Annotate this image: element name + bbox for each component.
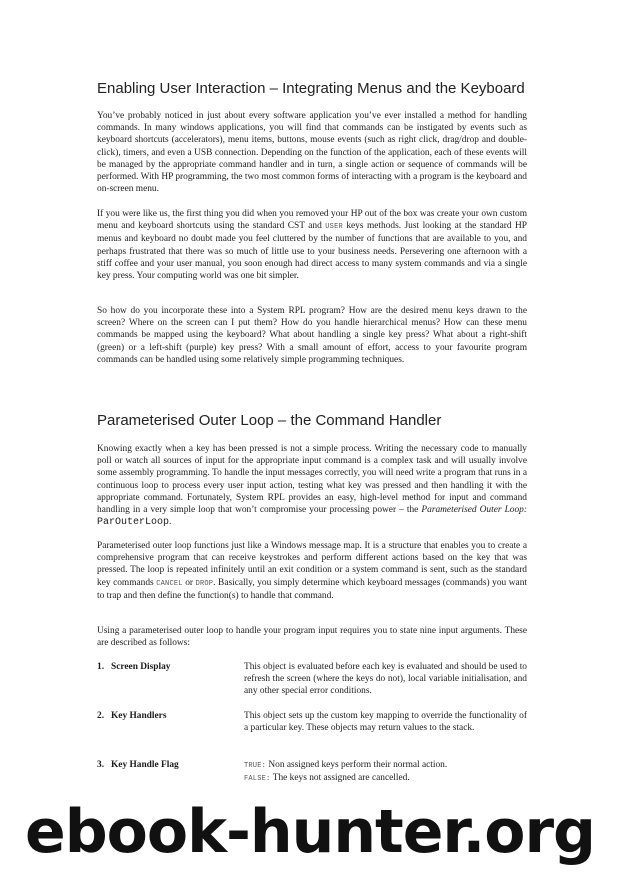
argument-name: Key Handle Flag [111, 760, 179, 770]
argument-number: 3. [97, 760, 105, 770]
paragraph-nine-arguments: Using a parameterised outer loop to handle your program input requires you to state nine input arguments. These are described as follows: [97, 626, 527, 649]
cancel-key-label: CANCEL [156, 579, 183, 588]
emphasis-term: Parameterised Outer Loop: [421, 505, 527, 516]
code-parouterloop: ParOuterLoop [97, 517, 170, 529]
section-heading-outer-loop: Parameterised Outer Loop – the Command Handler [97, 412, 442, 429]
argument-description: This object is evaluated before each key is evaluated and should be used to refresh the screen (where the keys do not), local variable initialisation, and any other special error conditions. [244, 662, 527, 697]
argument-description: This object sets up the custom key mapping to override the functionality of a particular key. These objects may return values to the stack. [244, 711, 527, 734]
paragraph-text: If you were like us, the first thing you did when you removed your HP out of the box was create your own custom menu and keyboard shortcuts using the standard CST and [97, 209, 527, 232]
paragraph-text: Knowing exactly when a key has been pressed is not a simple process. Writing the necessary code to manually poll or watch all sources of input for the appropriate input command is a complex task and will usually involve some assembly programming. To handle the input messages correctly, you will need write a program that runs in a continuous loop to process every user input action, testing what key was pressed and then handling it with the appropriate command. Fortunately, System RPL provides an easy, high-level method for input and command handling in a very simple loop that won’t compromise your processing power – the [97, 444, 527, 516]
drop-key-label: DROP [195, 579, 214, 588]
argument-name: Key Handlers [111, 711, 167, 721]
section-heading-user-interaction: Enabling User Interaction – Integrating Menus and the Keyboard [97, 80, 525, 97]
paragraph-message-map [97, 540, 527, 602]
paragraph-text: keys methods. Just looking at the standard HP menus and keyboard no doubt made you feel cluttered by the number of functions that are available to you, and perhaps frustrated that there was so much of little use to your business needs. Persevering one afternoon with a stiff coffee and your user manual, you soon enough had direct access to many system commands and via a single key press. Your computing world was one bit simpler. [97, 221, 527, 282]
paragraph-custom-menu [97, 208, 527, 282]
paragraph-text: Parameterised outer loop functions just like a Windows message map. It is a structure that enables you to create a comprehensive program that can receive keystrokes and perform different actions based on the key that was pressed. The loop is repeated infinitely until an exit condition or a system command is sent, such as the standard key commands [97, 541, 527, 588]
false-flag-description: The keys not assigned are cancelled. [272, 773, 410, 784]
paragraph-questions: So how do you incorporate these into a System RPL program? How are the desired menu keys drawn to the screen? Where on the screen can I put them? How do you handle hierarchical menus? How can these menu commands be mapped using the keyboard? What about handling a single key press? What about a right-shift (green) or a left-shift (purple) key press? With a small amount of effort, access to your favourite program commands can be handled using some relatively simple programming techniques. [97, 306, 527, 365]
argument-description [244, 759, 527, 785]
argument-number: 2. [97, 711, 105, 721]
user-key-label: USER [325, 223, 343, 232]
true-flag-label: TRUE: [244, 762, 267, 770]
true-flag-description: Non assigned keys perform their normal action. [268, 760, 448, 770]
argument-number: 1. [97, 662, 105, 672]
paragraph-intro: You’ve probably noticed in just about every software application you’ve ever installed a method for handling commands. In many windows applications, you will find that commands can be instigated by events such as keyboard shortcuts (accelerators), menu items, buttons, mouse events (such as right click, drag/drop and double-click), timers, and even a USB connection. Depending on the function of the application, each of these events will be managed by the appropriate command handler and in turn, a single action or sequence of commands will be performed. With HP programming, the two most common forms of interacting with a program is the keyboard and on-screen menu. [97, 111, 527, 195]
paragraph-knowing-key [97, 443, 527, 529]
argument-name: Screen Display [111, 662, 171, 672]
watermark-text: ebook-hunter.org [25, 797, 595, 867]
paragraph-text: or [182, 577, 196, 588]
false-flag-label: FALSE: [244, 775, 271, 784]
paragraph-text: . Basically, you simply determine which keyboard messages (commands) you want to trap and then define the function(s) to handle that command. [97, 577, 527, 601]
paragraph-text: . [169, 517, 172, 528]
